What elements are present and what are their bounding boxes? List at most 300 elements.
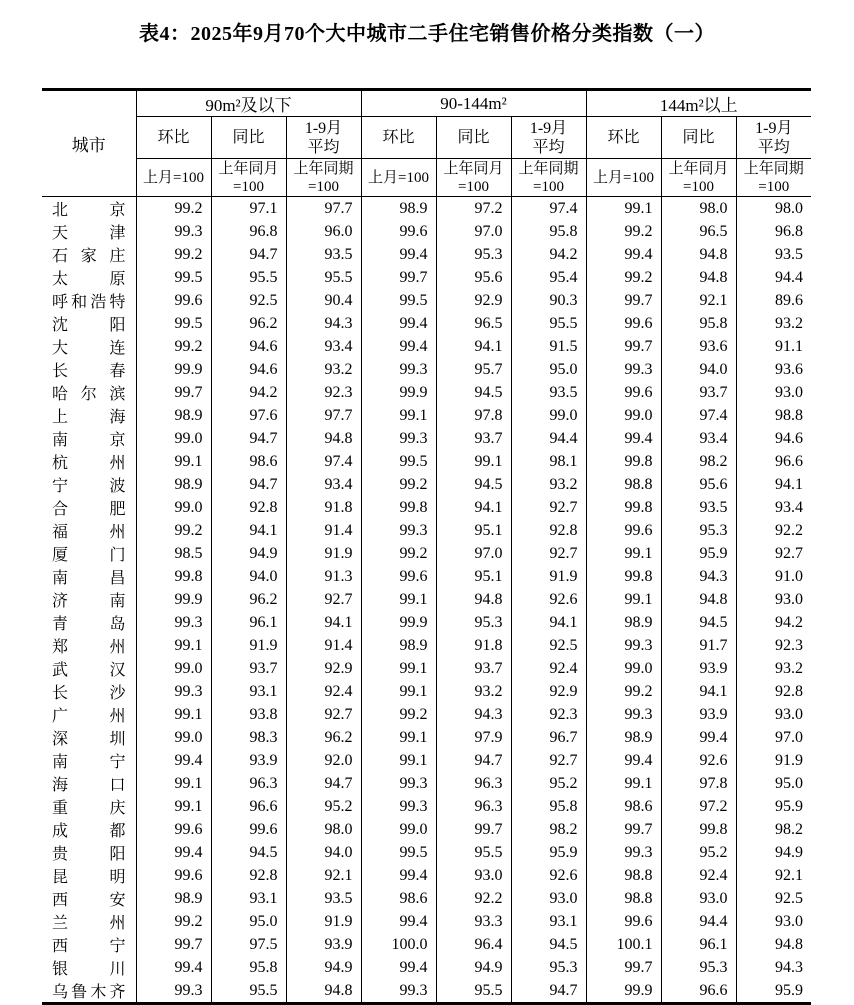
value-cell: 95.3: [661, 956, 736, 979]
table-row: [42, 703, 811, 726]
value-cell: 94.7: [436, 749, 511, 772]
value-cell: 97.2: [436, 197, 511, 221]
value-cell: 93.4: [286, 335, 361, 358]
value-cell: 94.3: [661, 565, 736, 588]
col-header-yoy: 同比: [661, 117, 736, 159]
value-cell: 95.9: [511, 841, 586, 864]
value-cell: 99.8: [661, 818, 736, 841]
table-row: [42, 726, 811, 749]
value-cell: 98.1: [511, 450, 586, 473]
city-cell: 太原: [42, 266, 136, 289]
col-header-mom: 环比: [361, 117, 436, 159]
value-cell: 99.5: [361, 450, 436, 473]
city-cell: 北京: [42, 197, 136, 221]
base-header-avg-line1: 上年同期: [293, 160, 354, 177]
value-cell: 94.1: [211, 519, 286, 542]
value-cell: 96.8: [736, 220, 811, 243]
value-cell: 92.7: [736, 542, 811, 565]
value-cell: 97.8: [661, 772, 736, 795]
value-cell: 93.6: [661, 335, 736, 358]
value-cell: 99.4: [361, 243, 436, 266]
value-cell: 98.2: [736, 818, 811, 841]
value-cell: 94.8: [661, 588, 736, 611]
value-cell: 99.1: [136, 795, 211, 818]
table-row: [42, 887, 811, 910]
value-cell: 99.2: [136, 910, 211, 933]
value-cell: 99.8: [136, 565, 211, 588]
value-cell: 93.1: [211, 887, 286, 910]
value-cell: 99.0: [511, 404, 586, 427]
value-cell: 94.8: [436, 588, 511, 611]
value-cell: 94.7: [286, 772, 361, 795]
value-cell: 94.8: [286, 979, 361, 1004]
value-cell: 99.6: [361, 220, 436, 243]
value-cell: 93.9: [286, 933, 361, 956]
value-cell: 99.1: [136, 772, 211, 795]
value-cell: 93.0: [736, 910, 811, 933]
value-cell: 99.1: [361, 726, 436, 749]
base-header-mom: 上月=100: [361, 159, 436, 197]
value-cell: 95.3: [436, 611, 511, 634]
table-row: [42, 910, 811, 933]
value-cell: 93.2: [511, 473, 586, 496]
value-cell: 91.3: [286, 565, 361, 588]
table-row: [42, 496, 811, 519]
col-header-avg-line2: 平均: [307, 138, 340, 156]
value-cell: 91.1: [736, 335, 811, 358]
value-cell: 93.0: [511, 887, 586, 910]
value-cell: 91.5: [511, 335, 586, 358]
value-cell: 92.4: [661, 864, 736, 887]
value-cell: 94.2: [511, 243, 586, 266]
value-cell: 99.1: [361, 680, 436, 703]
table-row: [42, 864, 811, 887]
col-header-avg-line1: 1-9月: [304, 119, 343, 137]
city-cell: 西安: [42, 887, 136, 910]
value-cell: 99.3: [361, 519, 436, 542]
value-cell: 99.2: [136, 243, 211, 266]
value-cell: 96.2: [211, 588, 286, 611]
value-cell: 93.4: [736, 496, 811, 519]
value-cell: 98.9: [136, 887, 211, 910]
value-cell: 94.6: [736, 427, 811, 450]
city-cell: 杭州: [42, 450, 136, 473]
value-cell: 97.0: [436, 542, 511, 565]
value-cell: 94.3: [286, 312, 361, 335]
value-cell: 95.5: [511, 312, 586, 335]
value-cell: 96.0: [286, 220, 361, 243]
value-cell: 93.7: [436, 427, 511, 450]
base-header-yoy: [436, 159, 511, 197]
value-cell: 93.2: [286, 358, 361, 381]
value-cell: 98.0: [661, 197, 736, 221]
city-cell: 长沙: [42, 680, 136, 703]
city-cell: 南京: [42, 427, 136, 450]
value-cell: 98.5: [136, 542, 211, 565]
value-cell: 94.4: [661, 910, 736, 933]
value-cell: 95.5: [436, 979, 511, 1004]
value-cell: 99.1: [586, 197, 661, 221]
city-cell: 天津: [42, 220, 136, 243]
value-cell: 94.8: [661, 266, 736, 289]
col-header-mom: 环比: [136, 117, 211, 159]
value-cell: 93.7: [661, 381, 736, 404]
value-cell: 96.5: [661, 220, 736, 243]
city-cell: 济南: [42, 588, 136, 611]
value-cell: 96.3: [436, 772, 511, 795]
value-cell: 93.7: [211, 657, 286, 680]
value-cell: 91.9: [286, 542, 361, 565]
value-cell: 91.8: [436, 634, 511, 657]
value-cell: 99.1: [586, 772, 661, 795]
table-title: 表4：2025年9月70个大中城市二手住宅销售价格分类指数（一）: [139, 23, 715, 45]
value-cell: 95.3: [436, 243, 511, 266]
value-cell: 91.4: [286, 634, 361, 657]
value-cell: 94.1: [286, 611, 361, 634]
value-cell: 98.0: [736, 197, 811, 221]
value-cell: 94.5: [436, 473, 511, 496]
value-cell: 96.2: [286, 726, 361, 749]
value-cell: 97.7: [286, 404, 361, 427]
header-group-90-below: 90m²及以下: [136, 90, 361, 117]
value-cell: 97.0: [436, 220, 511, 243]
value-cell: 95.1: [436, 519, 511, 542]
value-cell: 93.0: [661, 887, 736, 910]
value-cell: 99.3: [586, 358, 661, 381]
value-cell: 99.9: [136, 588, 211, 611]
base-header-yoy-line2: =100: [233, 178, 264, 195]
value-cell: 94.9: [436, 956, 511, 979]
value-cell: 94.6: [211, 335, 286, 358]
value-cell: 93.0: [436, 864, 511, 887]
value-cell: 94.6: [211, 358, 286, 381]
value-cell: 99.4: [136, 749, 211, 772]
value-cell: 99.7: [136, 933, 211, 956]
table-row: [42, 841, 811, 864]
table-row: [42, 243, 811, 266]
value-cell: 97.4: [661, 404, 736, 427]
table-row: [42, 933, 811, 956]
value-cell: 93.4: [286, 473, 361, 496]
value-cell: 98.6: [211, 450, 286, 473]
value-cell: 92.3: [286, 381, 361, 404]
value-cell: 95.0: [736, 772, 811, 795]
value-cell: 92.1: [286, 864, 361, 887]
value-cell: 99.1: [361, 404, 436, 427]
value-cell: 93.5: [286, 243, 361, 266]
value-cell: 99.3: [136, 220, 211, 243]
value-cell: 94.1: [661, 680, 736, 703]
value-cell: 97.2: [661, 795, 736, 818]
value-cell: 99.0: [361, 818, 436, 841]
value-cell: 95.8: [661, 312, 736, 335]
value-cell: 99.6: [211, 818, 286, 841]
value-cell: 93.2: [736, 312, 811, 335]
value-cell: 99.6: [136, 289, 211, 312]
value-cell: 91.4: [286, 519, 361, 542]
value-cell: 93.0: [736, 381, 811, 404]
value-cell: 99.4: [661, 726, 736, 749]
value-cell: 92.6: [511, 864, 586, 887]
value-cell: 99.4: [361, 312, 436, 335]
value-cell: 99.6: [586, 381, 661, 404]
value-cell: 94.7: [211, 473, 286, 496]
value-cell: 93.5: [736, 243, 811, 266]
value-cell: 92.8: [211, 496, 286, 519]
value-cell: 91.9: [736, 749, 811, 772]
value-cell: 99.2: [136, 335, 211, 358]
base-header-yoy-line2: =100: [458, 178, 489, 195]
value-cell: 94.3: [736, 956, 811, 979]
value-cell: 93.0: [736, 703, 811, 726]
base-header-yoy-line1: 上年同月: [668, 160, 729, 177]
value-cell: 96.7: [511, 726, 586, 749]
value-cell: 99.3: [586, 703, 661, 726]
value-cell: 91.9: [286, 910, 361, 933]
value-cell: 99.0: [136, 657, 211, 680]
table-row: [42, 680, 811, 703]
base-header-avg: [511, 159, 586, 197]
value-cell: 92.9: [436, 289, 511, 312]
table-row: [42, 266, 811, 289]
value-cell: 99.2: [361, 473, 436, 496]
table-row: [42, 473, 811, 496]
value-cell: 96.6: [211, 795, 286, 818]
value-cell: 92.8: [211, 864, 286, 887]
value-cell: 99.5: [136, 266, 211, 289]
city-cell: 福州: [42, 519, 136, 542]
value-cell: 95.6: [661, 473, 736, 496]
value-cell: 98.8: [736, 404, 811, 427]
table-row: [42, 358, 811, 381]
value-cell: 99.9: [361, 611, 436, 634]
base-header-yoy: [211, 159, 286, 197]
value-cell: 92.4: [511, 657, 586, 680]
value-cell: 98.9: [586, 611, 661, 634]
value-cell: 91.9: [211, 634, 286, 657]
value-cell: 94.8: [661, 243, 736, 266]
value-cell: 99.2: [136, 197, 211, 221]
value-cell: 95.0: [511, 358, 586, 381]
value-cell: 99.3: [361, 427, 436, 450]
col-header-avg: [511, 117, 586, 159]
col-header-avg: [736, 117, 811, 159]
value-cell: 94.1: [436, 335, 511, 358]
value-cell: 99.1: [361, 588, 436, 611]
city-cell: 武汉: [42, 657, 136, 680]
value-cell: 95.9: [661, 542, 736, 565]
value-cell: 99.9: [586, 979, 661, 1004]
city-cell: 哈尔滨: [42, 381, 136, 404]
value-cell: 94.4: [511, 427, 586, 450]
value-cell: 99.9: [136, 358, 211, 381]
value-cell: 99.7: [586, 818, 661, 841]
value-cell: 99.7: [361, 266, 436, 289]
base-header-avg-line2: =100: [533, 178, 564, 195]
value-cell: 99.8: [586, 565, 661, 588]
value-cell: 95.8: [511, 795, 586, 818]
value-cell: 95.5: [286, 266, 361, 289]
base-header-mom: 上月=100: [586, 159, 661, 197]
value-cell: 97.5: [211, 933, 286, 956]
value-cell: 99.4: [136, 841, 211, 864]
value-cell: 95.5: [211, 979, 286, 1004]
value-cell: 98.6: [361, 887, 436, 910]
value-cell: 96.8: [211, 220, 286, 243]
value-cell: 94.9: [736, 841, 811, 864]
col-header-yoy: 同比: [436, 117, 511, 159]
value-cell: 99.6: [586, 519, 661, 542]
value-cell: 99.5: [136, 312, 211, 335]
value-cell: 93.7: [436, 657, 511, 680]
value-cell: 99.6: [136, 864, 211, 887]
city-cell: 深圳: [42, 726, 136, 749]
value-cell: 96.4: [436, 933, 511, 956]
value-cell: 95.8: [211, 956, 286, 979]
header-row-groups: [42, 90, 811, 117]
base-header-avg-line2: =100: [758, 178, 790, 195]
city-cell: 成都: [42, 818, 136, 841]
table-row: [42, 979, 811, 1004]
base-header-avg-line2: =100: [308, 178, 339, 195]
table-row: [42, 289, 811, 312]
value-cell: 99.1: [361, 749, 436, 772]
table-body: [42, 197, 811, 1004]
value-cell: 94.2: [736, 611, 811, 634]
value-cell: 92.5: [736, 887, 811, 910]
value-cell: 97.6: [211, 404, 286, 427]
base-header-avg: [286, 159, 361, 197]
table-row: [42, 657, 811, 680]
value-cell: 99.9: [361, 381, 436, 404]
table-row: [42, 611, 811, 634]
value-cell: 97.4: [511, 197, 586, 221]
value-cell: 99.8: [361, 496, 436, 519]
value-cell: 91.8: [286, 496, 361, 519]
table-row: [42, 772, 811, 795]
base-header-yoy-line1: 上年同月: [218, 160, 279, 177]
value-cell: 99.1: [361, 657, 436, 680]
value-cell: 90.4: [286, 289, 361, 312]
city-cell: 厦门: [42, 542, 136, 565]
col-header-avg-line1: 1-9月: [755, 119, 793, 137]
base-header-yoy: [661, 159, 736, 197]
city-cell: 南昌: [42, 565, 136, 588]
col-header-avg-line1: 1-9月: [529, 119, 568, 137]
header-row-metrics: [42, 117, 811, 159]
value-cell: 93.2: [436, 680, 511, 703]
value-cell: 99.4: [361, 864, 436, 887]
value-cell: 92.7: [511, 496, 586, 519]
value-cell: 97.7: [286, 197, 361, 221]
table-row: [42, 795, 811, 818]
value-cell: 98.2: [511, 818, 586, 841]
value-cell: 91.9: [511, 565, 586, 588]
value-cell: 99.1: [136, 450, 211, 473]
value-cell: 98.9: [361, 634, 436, 657]
value-cell: 92.5: [511, 634, 586, 657]
table-row: [42, 749, 811, 772]
base-header-mom: 上月=100: [136, 159, 211, 197]
value-cell: 99.2: [136, 519, 211, 542]
value-cell: 99.0: [136, 496, 211, 519]
value-cell: 99.8: [586, 496, 661, 519]
value-cell: 99.6: [586, 910, 661, 933]
value-cell: 92.5: [211, 289, 286, 312]
value-cell: 94.7: [211, 243, 286, 266]
value-cell: 92.2: [736, 519, 811, 542]
value-cell: 99.5: [361, 841, 436, 864]
table-row: [42, 634, 811, 657]
base-header-yoy-line1: 上年同月: [443, 160, 504, 177]
value-cell: 94.9: [286, 956, 361, 979]
value-cell: 94.5: [436, 381, 511, 404]
value-cell: 98.9: [136, 404, 211, 427]
value-cell: 99.1: [586, 542, 661, 565]
value-cell: 94.4: [736, 266, 811, 289]
table-row: [42, 956, 811, 979]
value-cell: 96.1: [211, 611, 286, 634]
value-cell: 94.1: [436, 496, 511, 519]
table-row: [42, 220, 811, 243]
value-cell: 93.1: [511, 910, 586, 933]
value-cell: 93.6: [736, 358, 811, 381]
value-cell: 100.1: [586, 933, 661, 956]
value-cell: 92.2: [436, 887, 511, 910]
value-cell: 99.6: [586, 312, 661, 335]
value-cell: 99.0: [136, 726, 211, 749]
value-cell: 91.7: [661, 634, 736, 657]
city-cell: 广州: [42, 703, 136, 726]
value-cell: 96.6: [661, 979, 736, 1004]
col-header-avg-line2: 平均: [532, 138, 565, 156]
value-cell: 94.1: [511, 611, 586, 634]
value-cell: 99.6: [136, 818, 211, 841]
value-cell: 94.7: [211, 427, 286, 450]
value-cell: 95.5: [211, 266, 286, 289]
table-row: [42, 565, 811, 588]
value-cell: 92.1: [736, 864, 811, 887]
city-cell: 南宁: [42, 749, 136, 772]
value-cell: 99.4: [586, 243, 661, 266]
value-cell: 94.2: [211, 381, 286, 404]
value-cell: 95.9: [736, 979, 811, 1004]
value-cell: 99.3: [586, 841, 661, 864]
value-cell: 92.8: [511, 519, 586, 542]
value-cell: 99.3: [586, 634, 661, 657]
value-cell: 94.0: [286, 841, 361, 864]
value-cell: 98.3: [211, 726, 286, 749]
header-group-144-above: 144m²以上: [586, 90, 811, 117]
value-cell: 94.9: [211, 542, 286, 565]
value-cell: 99.4: [361, 335, 436, 358]
value-cell: 99.7: [586, 956, 661, 979]
value-cell: 93.9: [661, 703, 736, 726]
header-row-base: [42, 159, 811, 197]
col-header-yoy: 同比: [211, 117, 286, 159]
value-cell: 95.0: [211, 910, 286, 933]
value-cell: 92.6: [661, 749, 736, 772]
value-cell: 96.5: [436, 312, 511, 335]
base-header-avg-line1: 上年同期: [518, 160, 579, 177]
value-cell: 98.6: [586, 795, 661, 818]
value-cell: 93.8: [211, 703, 286, 726]
value-cell: 95.2: [661, 841, 736, 864]
value-cell: 93.9: [661, 657, 736, 680]
value-cell: 99.7: [436, 818, 511, 841]
value-cell: 96.3: [436, 795, 511, 818]
city-cell: 宁波: [42, 473, 136, 496]
